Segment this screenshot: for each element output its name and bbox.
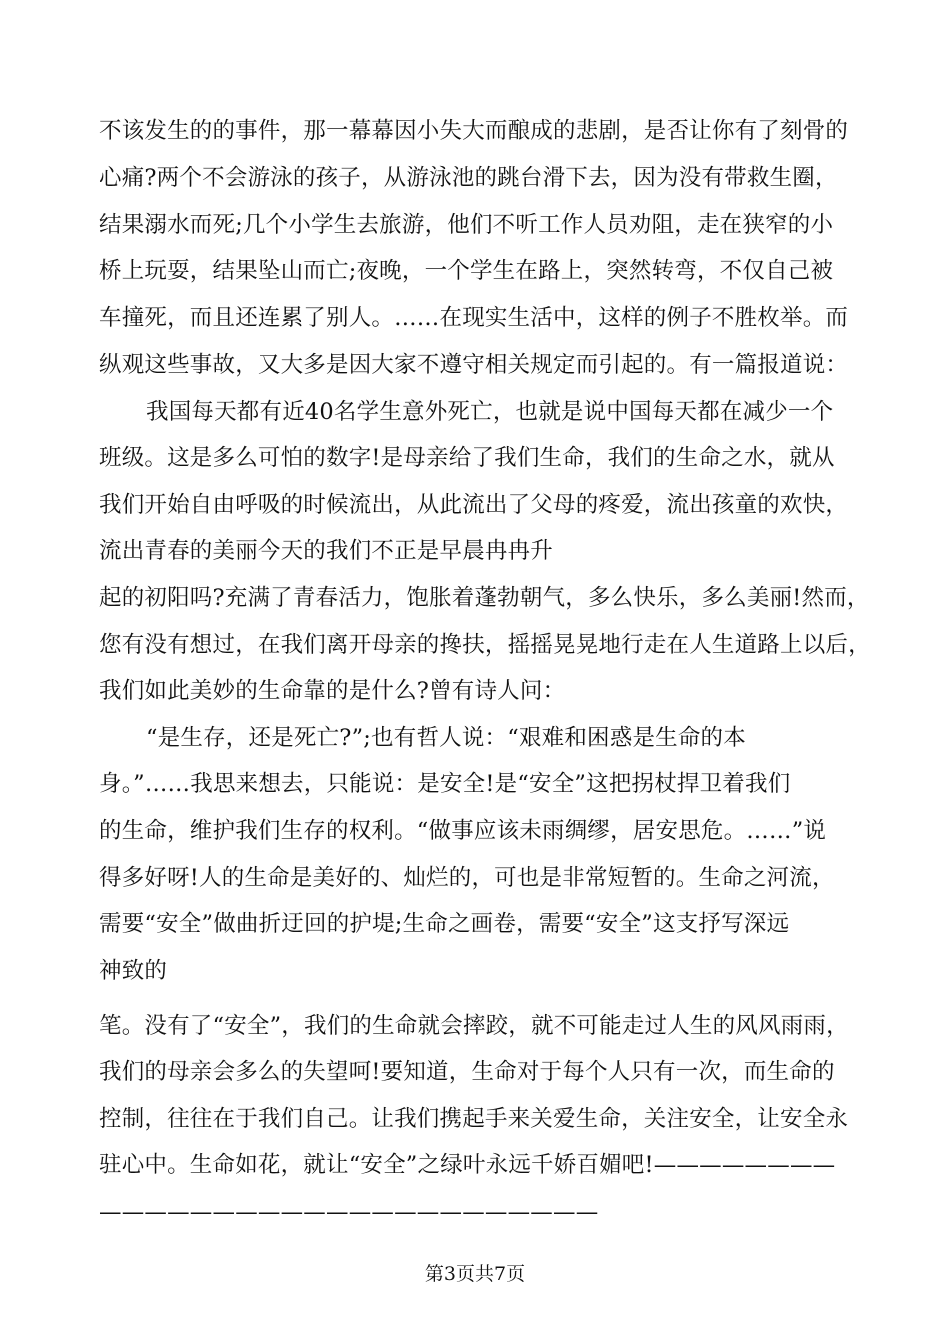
text-line: 神致的 [99, 958, 168, 984]
text-line: 我国每天都有近40名学生意外死亡，也就是说中国每天都在减少一个 [146, 399, 834, 425]
text-line: 我们开始自由呼吸的时候流出，从此流出了父母的疼爱，流出孩童的欢快， [99, 492, 849, 518]
text-line: 流出青春的美丽今天的我们不正是早晨冉冉升 [99, 538, 554, 564]
text-line: 起的初阳吗?充满了青春活力，饱胀着蓬勃朝气，多么快乐，多么美丽!然而， [99, 585, 870, 611]
text-line: 驻心中。生命如花，就让“安全”之绿叶永远千娇百媚吧!———————— [99, 1152, 836, 1178]
text-line: 车撞死，而且还连累了别人。……在现实生活中，这样的例子不胜枚举。而 [99, 305, 849, 331]
text-line: 的生命，维护我们生存的权利。“做事应该未雨绸缪，居安思危。……”说 [99, 818, 827, 844]
text-line: 您有没有想过，在我们离开母亲的搀扶，摇摇晃晃地行走在人生道路上以后， [99, 632, 871, 658]
text-line: 我们如此美妙的生命靠的是什么?曾有诗人问： [99, 678, 566, 704]
text-line: 结果溺水而死;几个小学生去旅游，他们不听工作人员劝阻，走在狭窄的小 [99, 212, 834, 238]
text-line: 控制，往往在于我们自己。让我们携起手来关爱生命，关注安全，让安全永 [99, 1106, 849, 1132]
text-line: —————————————————————— [99, 1199, 599, 1225]
text-line: 得多好呀!人的生命是美好的、灿烂的，可也是非常短暂的。生命之河流， [99, 865, 835, 891]
text-line: “是生存，还是死亡?”;也有哲人说：“艰难和困惑是生命的本 [146, 725, 746, 751]
text-line: 桥上玩耍，结果坠山而亡;夜晚，一个学生在路上，突然转弯，不仅自己被 [99, 258, 834, 284]
text-line: 笔。没有了“安全”，我们的生命就会摔跤，就不可能走过人生的风风雨雨， [99, 1013, 849, 1039]
text-line: 身。”……我思来想去，只能说：是安全!是“安全”这把拐杖捍卫着我们 [99, 771, 791, 797]
text-line: 纵观这些事故，又大多是因大家不遵守相关规定而引起的。有一篇报道说： [99, 352, 849, 378]
text-line: 班级。这是多么可怕的数字!是母亲给了我们生命，我们的生命之水，就从 [99, 445, 835, 471]
text-line: 心痛?两个不会游泳的孩子，从游泳池的跳台滑下去，因为没有带救生圈， [99, 165, 838, 191]
text-line: 不该发生的的事件，那一幕幕因小失大而酿成的悲剧，是否让你有了刻骨的 [99, 118, 849, 144]
page-number-footer: 第3页共7页 [424, 1263, 526, 1285]
text-line: 我们的母亲会多么的失望呵!要知道，生命对于每个人只有一次，而生命的 [99, 1059, 835, 1085]
text-line: 需要“安全”做曲折迂回的护堤;生命之画卷，需要“安全”这支抒写深远 [99, 911, 790, 937]
